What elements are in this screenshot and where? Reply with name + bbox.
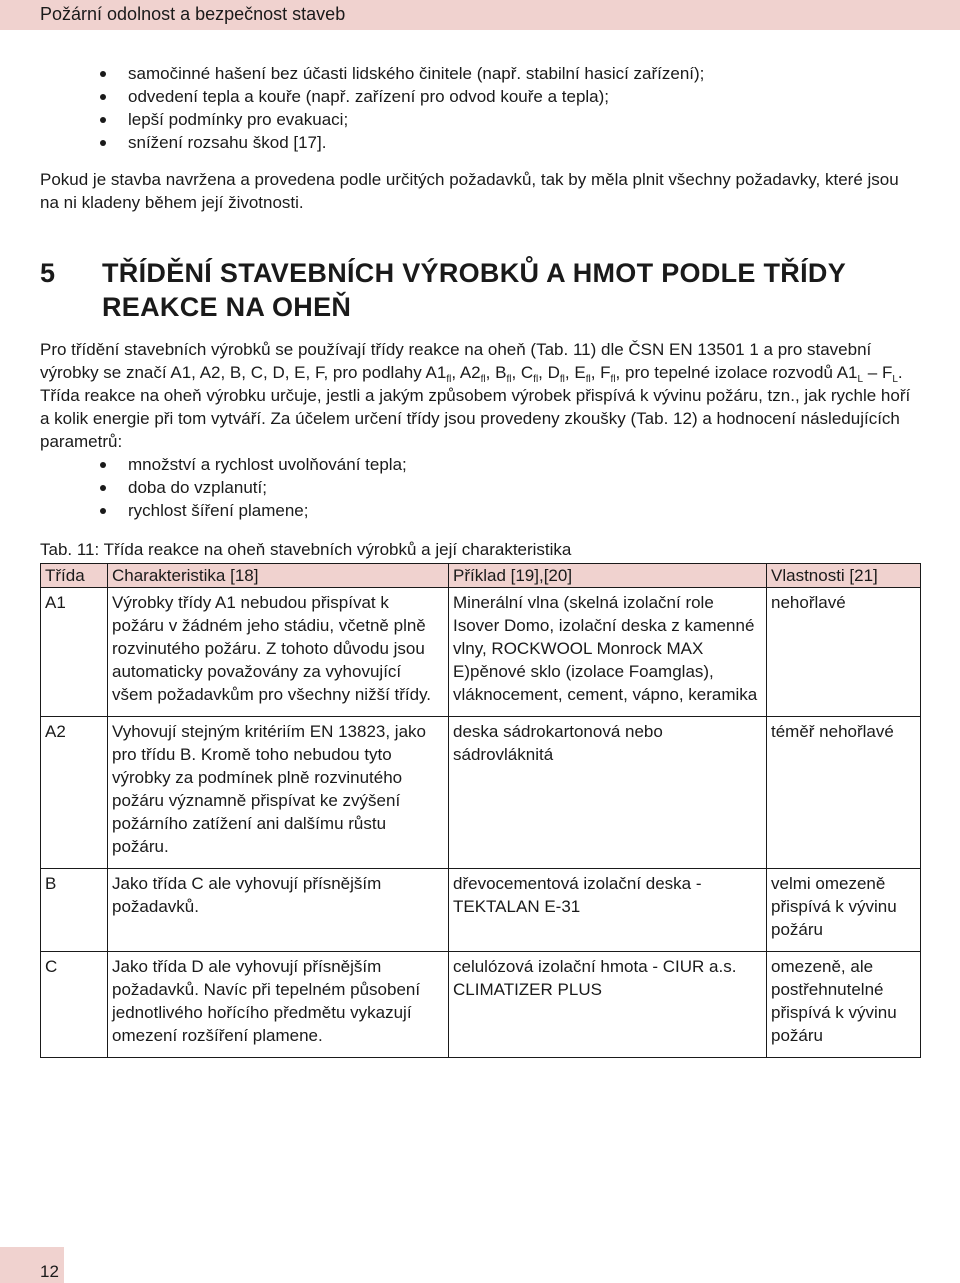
text-run: , B [485,363,507,382]
cell-class: C [41,952,108,1058]
cell-example: deska sádrokartonová nebo sádrovláknitá [449,717,767,869]
cell-property: téměř nehořlavé [767,717,921,869]
text-run: . Třída reakce na oheň výrobku určuje, jestli a jakým způsobem výrobek přispívá k vývinu požáru, tzn., jak rychle hoří a kolik energie při tom vytváří. Za účelem určení třídy jsou provedeny zkoušky (Tab. 12) a hodnocení následujících parametrů: [40,363,911,451]
subscript-l: L [857,374,864,385]
table-header-row [41,564,921,588]
subscript-fl: fl [533,374,539,385]
cell-characteristic: Výrobky třídy A1 nebudou přispívat k požáru v žádném jeho stádiu, včetně plně rozvinutého požáru. Z tohoto důvodu jsou automaticky považovány za vyhovující všem požadavkům pro všechny nižší třídy. [108,588,449,717]
text-run: Pro třídění stavebních výrobků se používají třídy reakce na oheň (Tab. 11) dle ČSN EN 13501 1 a pro stavební výrobky se značí A1, A2, B, C, D, E, F, pro podlahy A1 [40,340,872,382]
table-row [41,717,921,869]
table-row [41,952,921,1058]
text-run: , D [538,363,560,382]
reaction-to-fire-table [40,563,921,1058]
text-run: , F [590,363,611,382]
cell-class: B [41,869,108,952]
text-run: , A2 [451,363,481,382]
paragraph-lifetime-requirements: Pokud je stavba navržena a provedena podle určitých požadavků, tak by měla plnit všechny požadavky, které jsou na ni kladeny během její životnosti. [40,170,899,212]
list-item: množství a rychlost uvolňování tepla; [40,453,920,476]
list-item: rychlost šíření plamene; [40,499,920,522]
paragraph-classification [40,338,920,453]
cell-example: dřevocementová izolační deska - TEKTALAN E-31 [449,869,767,952]
cell-example: Minerální vlna (skelná izolační role Isover Domo, izolační deska z kamenné vlny, ROCKWOOL Monrock MAX E)pěnové sklo (izolace Foamglas), vláknocement, cement, vápno, keramika [449,588,767,717]
cell-class: A2 [41,717,108,869]
cell-class: A1 [41,588,108,717]
section-heading [40,256,920,324]
text-run: – F [863,363,893,382]
subscript-fl: fl [559,374,565,385]
column-header-property: Vlastnosti [21] [767,564,921,588]
text-run: , pro tepelné izolace rozvodů A1 [615,363,858,382]
column-header-class: Třída [41,564,108,588]
running-header-title: Požární odolnost a bezpečnost staveb [40,4,346,24]
subscript-fl: fl [506,374,512,385]
table-caption: Tab. 11: Třída reakce na oheň stavebních výrobků a její charakteristika [40,540,572,559]
column-header-characteristic: Charakteristika [18] [108,564,449,588]
subscript-fl: fl [585,374,591,385]
page-number: 12 [40,1262,59,1281]
subscript-fl: fl [480,374,486,385]
cell-property: omezeně, ale postřehnutelné přispívá k vývinu požáru [767,952,921,1058]
cell-characteristic: Vyhovují stejným kritériím EN 13823, jako pro třídu B. Kromě toho nebudou tyto výrobky za podmínek plně rozvinutého požáru významně přispívat ke zvýšení požárního zatížení ani dalšímu růstu požáru. [108,717,449,869]
text-run: , E [564,363,586,382]
list-item: doba do vzplanutí; [40,476,920,499]
cell-characteristic: Jako třída D ale vyhovují přísnějším požadavků. Navíc při tepelném působení jednotlivého hořícího předmětu vykazují omezení rozšíření plamene. [108,952,449,1058]
page-content [40,62,920,1058]
section-title: TŘÍDĚNÍ STAVEBNÍCH VÝROBKŮ A HMOT PODLE TŘÍDY REAKCE NA OHEŇ [102,258,846,322]
table-row [41,588,921,717]
cell-example: celulózová izolační hmota - CIUR a.s. CLIMATIZER PLUS [449,952,767,1058]
cell-property: velmi omezeně přispívá k vývinu požáru [767,869,921,952]
subscript-fl: fl [446,374,452,385]
column-header-example: Příklad [19],[20] [449,564,767,588]
cell-property: nehořlavé [767,588,921,717]
list-item: odvedení tepla a kouře (např. zařízení pro odvod kouře a tepla); [40,85,920,108]
subscript-fl: fl [610,374,616,385]
table-row [41,869,921,952]
list-item: samočinné hašení bez účasti lidského činitele (např. stabilní hasicí zařízení); [40,62,920,85]
list-item: snížení rozsahu škod [17]. [40,131,920,154]
section-number: 5 [40,258,56,288]
subscript-l: L [892,374,898,385]
parameter-bullet-list [40,453,920,522]
text-run: , C [511,363,534,382]
list-item: lepší podmínky pro evakuaci; [40,108,920,131]
intro-bullet-list [40,62,920,154]
cell-characteristic: Jako třída C ale vyhovují přísnějším požadavků. [108,869,449,952]
